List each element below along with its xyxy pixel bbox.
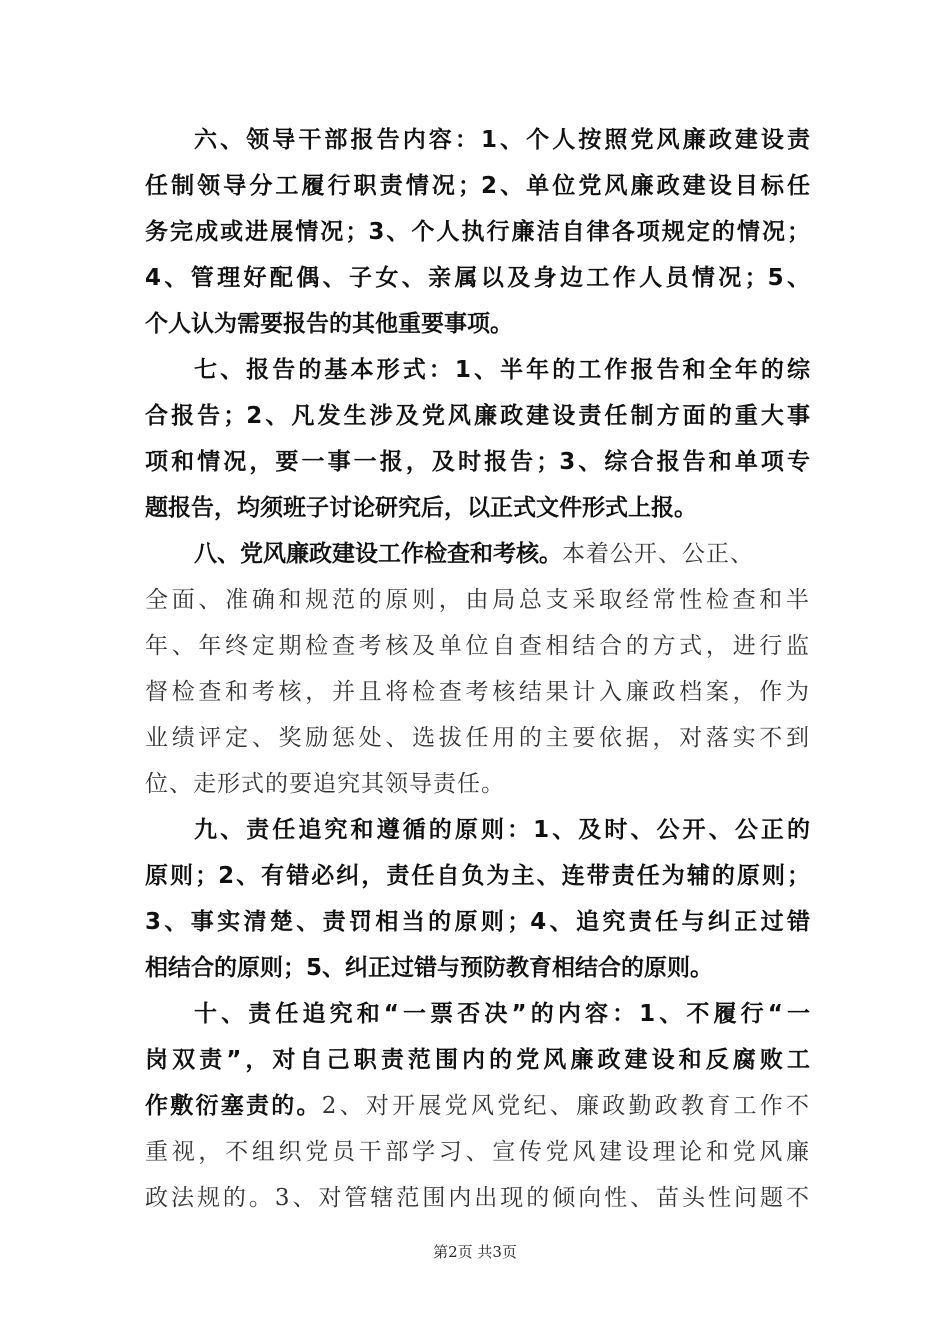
paragraph-9-line-1: 九、责任追究和遵循的原则：1、及时、公开、公正的 [194, 817, 810, 843]
paragraph-6-line-1: 六、领导干部报告内容：1、个人按照党风廉政建设责 [194, 127, 810, 153]
paragraph-8-line-2: 全面、准确和规范的原则，由局总支采取经常性检查和半 [145, 587, 810, 613]
paragraph-10-line-1: 十、责任追究和“一票否决”的内容：1、不履行“一 [194, 1001, 810, 1027]
page-number-footer: 第2页 共3页 [433, 1243, 517, 1261]
paragraph-10-line-4: 重视，不组织党员干部学习、宣传党风建设理论和党风廉 [145, 1139, 810, 1165]
paragraph-10-line-2: 岗双责”，对自己职责范围内的党风廉政建设和反腐败工 [145, 1047, 810, 1073]
paragraph-9-line-2: 原则；2、有错必纠，责任自负为主、连带责任为辅的原则； [145, 863, 810, 889]
paragraph-9-line-3: 3、事实清楚、责罚相当的原则；4、追究责任与纠正过错 [145, 909, 810, 935]
paragraph-6-line-4: 4、管理好配偶、子女、亲属以及身边工作人员情况；5、 [145, 265, 810, 291]
paragraph-10-line-3-bold: 作敷衍塞责的。 [145, 1093, 322, 1119]
paragraph-7-line-4: 题报告，均须班子讨论研究后，以正式文件形式上报。 [145, 495, 697, 521]
paragraph-6-line-3: 务完成或进展情况；3、个人执行廉洁自律各项规定的情况； [145, 219, 810, 245]
paragraph-8-line-1 [194, 534, 810, 574]
paragraph-10-line-5: 政法规的。3、对管辖范围内出现的倾向性、苗头性问题不 [145, 1185, 810, 1211]
paragraph-8-line-3: 年、年终定期检查考核及单位自查相结合的方式，进行监 [145, 633, 810, 659]
paragraph-9-line-4: 相结合的原则；5、纠正过错与预防教育相结合的原则。 [145, 955, 714, 981]
paragraph-6-line-2: 任制领导分工履行职责情况；2、单位党风廉政建设目标任 [145, 173, 810, 199]
paragraph-8-line-1-body: 本着公开、公正、 [562, 541, 754, 567]
paragraph-6-line-5: 个人认为需要报告的其他重要事项。 [145, 311, 513, 337]
paragraph-7-line-1: 七、报告的基本形式：1、半年的工作报告和全年的综 [194, 357, 810, 383]
paragraph-8-heading: 八、党风廉政建设工作检查和考核。 [194, 541, 562, 567]
paragraph-7-line-2: 合报告；2、凡发生涉及党风廉政建设责任制方面的重大事 [145, 403, 810, 429]
paragraph-8-line-5: 业绩评定、奖励惩处、选拔任用的主要依据，对落实不到 [145, 725, 810, 751]
paragraph-10-line-3 [145, 1086, 810, 1126]
paragraph-8-line-4: 督检查和考核，并且将检查考核结果计入廉政档案，作为 [145, 679, 810, 705]
paragraph-7-line-3: 项和情况，要一事一报，及时报告；3、综合报告和单项专 [145, 449, 810, 475]
paragraph-10-line-3-body: 2、对开展党风党纪、廉政勤政教育工作不 [321, 1093, 810, 1119]
paragraph-8-line-6: 位、走形式的要追究其领导责任。 [145, 771, 505, 797]
